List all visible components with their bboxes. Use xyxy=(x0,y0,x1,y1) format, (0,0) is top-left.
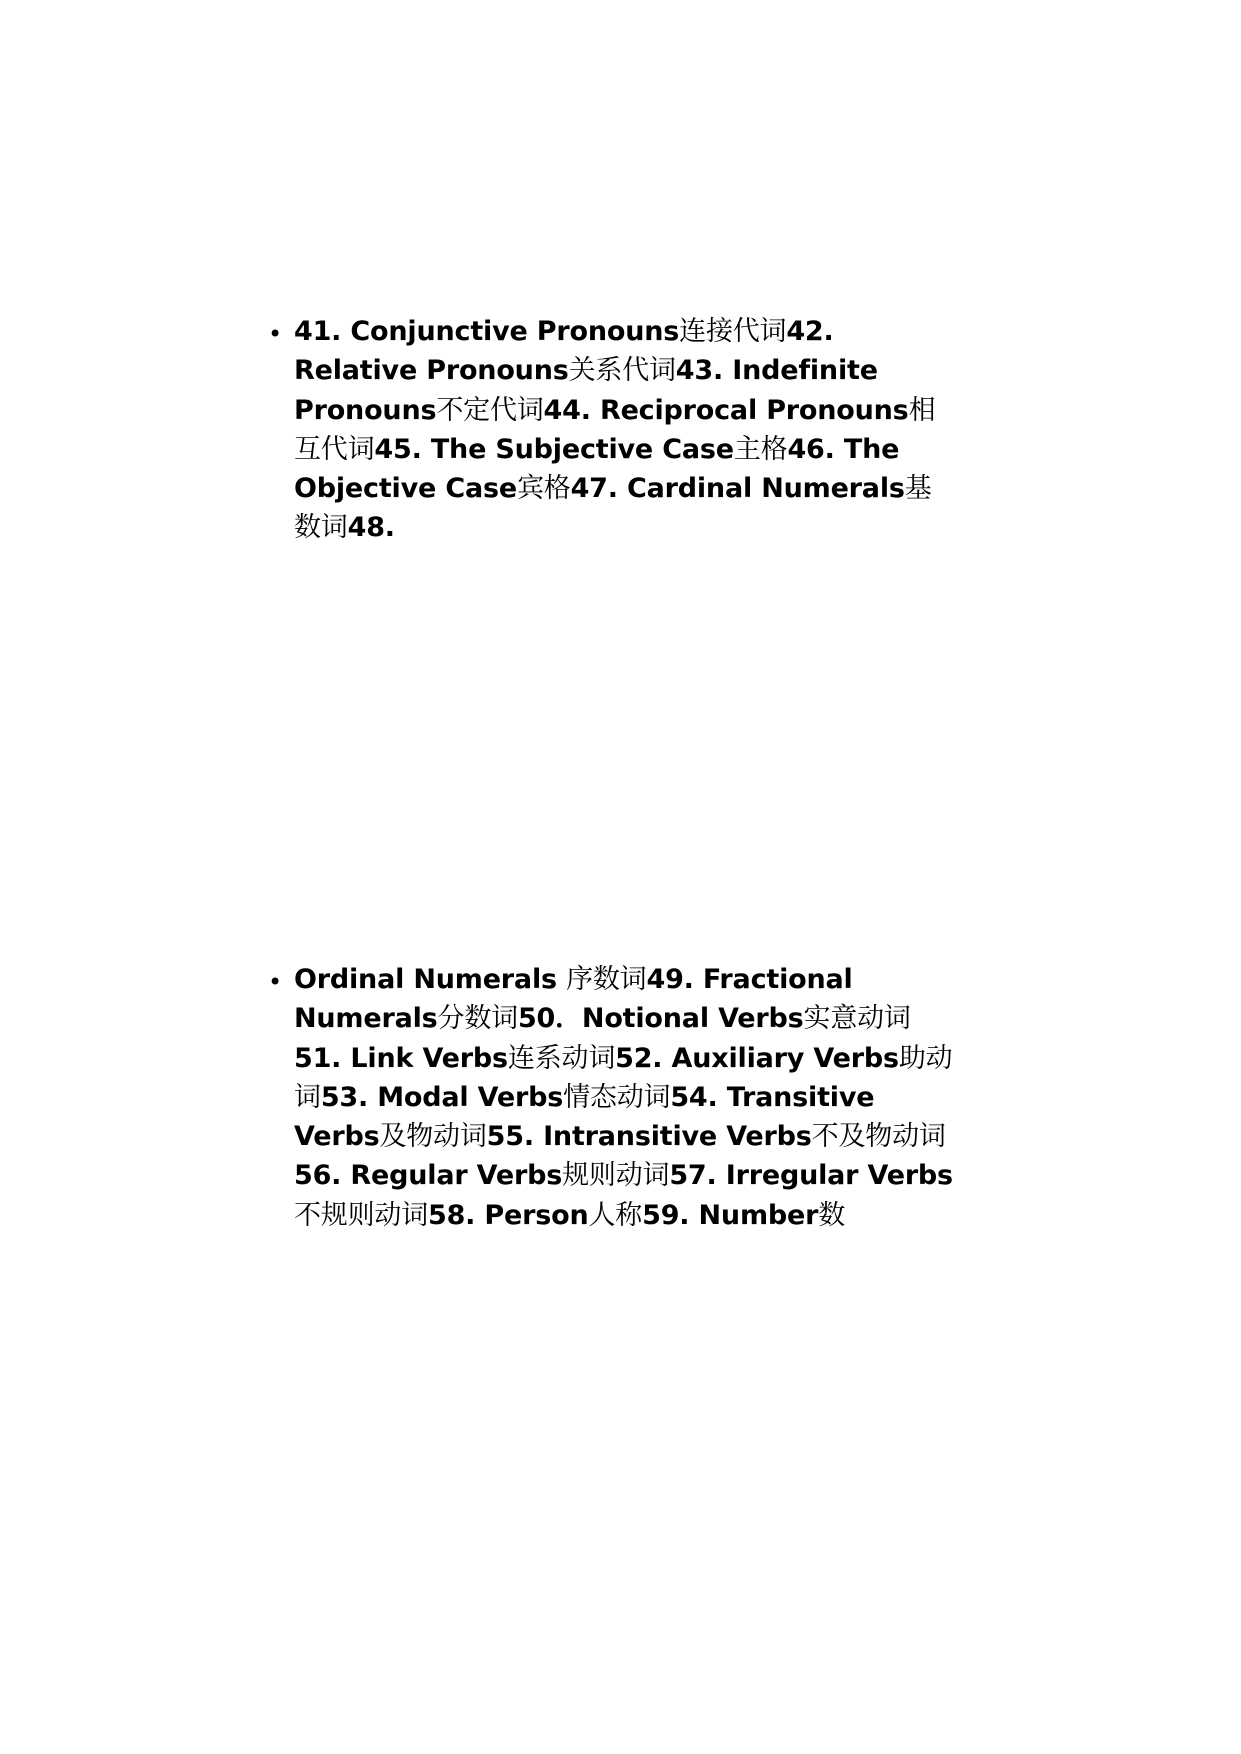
chinese-term: 人称 xyxy=(588,1199,643,1231)
chinese-term: 不定代词 xyxy=(436,394,544,426)
english-term: 41. Conjunctive Pronouns xyxy=(294,316,680,347)
english-term: 52. Auxiliary Verbs xyxy=(615,1042,899,1074)
english-term: 51. Link Verbs xyxy=(294,1042,508,1074)
chinese-term: 关系代词 xyxy=(568,355,676,387)
english-term: 47. Cardinal Numerals xyxy=(570,473,905,505)
chinese-term: 基数词 xyxy=(294,473,932,544)
english-term: 56. Regular Verbs xyxy=(294,1160,563,1192)
chinese-term: 宾格 xyxy=(516,473,571,505)
chinese-term: 不及物动词 xyxy=(811,1121,946,1153)
chinese-term: 不规则动词 xyxy=(294,1199,428,1231)
chinese-term: 主格 xyxy=(733,433,788,465)
chinese-term: 助动词 xyxy=(294,1042,953,1113)
chinese-term: 分数词 xyxy=(437,1003,518,1035)
chinese-term: 连接代词 xyxy=(679,316,787,347)
english-term: 55. Intransitive Verbs xyxy=(486,1121,812,1153)
bullet-item-2 xyxy=(268,960,954,1235)
english-term: 54. Transitive Verbs xyxy=(294,1081,875,1153)
english-term: 53. Modal Verbs xyxy=(320,1081,564,1113)
english-term: Ordinal Numerals xyxy=(294,964,567,995)
english-term: 57. Irregular Verbs xyxy=(669,1160,953,1192)
bullet-dot: • xyxy=(268,320,283,348)
english-term: 45. The Subjective Case xyxy=(374,433,734,465)
english-term: 58. Person xyxy=(428,1199,589,1231)
chinese-term: 情态动词 xyxy=(563,1081,671,1113)
chinese-term: 序数词 xyxy=(566,964,647,995)
chinese-term: 连系动词 xyxy=(507,1042,616,1074)
chinese-term: 相互代词 xyxy=(294,394,936,465)
english-term: 44. Reciprocal Pronouns xyxy=(543,394,909,426)
english-term: 46. The Objective Case xyxy=(294,433,900,505)
english-term: 59. Number xyxy=(642,1199,819,1231)
bullet-text xyxy=(294,960,954,1235)
chinese-term: 数 xyxy=(818,1199,846,1231)
bullet-item-1 xyxy=(268,312,954,548)
english-term: 42. Relative Pronouns xyxy=(294,316,834,387)
chinese-term: 规则动词 xyxy=(562,1160,670,1192)
english-term: Notional Verbs xyxy=(581,1003,804,1035)
english-term: 50． xyxy=(517,1003,582,1035)
english-term: 48. xyxy=(347,512,395,544)
english-term: 43. Indefinite Pronouns xyxy=(294,355,878,426)
chinese-term: 实意动词 xyxy=(803,1003,911,1035)
bullet-dot: • xyxy=(268,968,283,996)
english-term: 49. Fractional Numerals xyxy=(294,964,853,1035)
bullet-text xyxy=(294,312,954,548)
chinese-term: 及物动词 xyxy=(379,1121,487,1153)
